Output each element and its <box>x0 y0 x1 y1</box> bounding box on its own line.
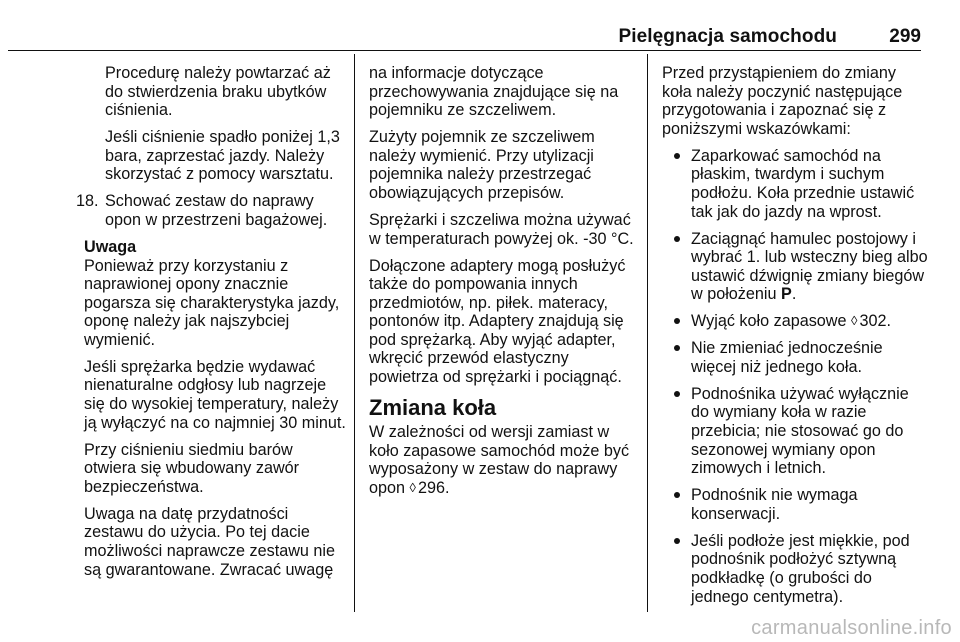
intro-paragraph: Przed przystąpieniem do zmiany koła należy poczynić następujące przygotowania i zapoznać się z poniższymi wskazówkami: <box>662 64 903 138</box>
paragraph: W zależności od wersji zamiast w koło zapasowe samochód może być wyposażony w zestaw do naprawy opon ◊ 296. <box>369 423 630 497</box>
page-ref-icon: ◊ <box>851 313 858 329</box>
list-item: Wyjąć koło zapasowe ◊ 302. <box>662 312 928 331</box>
list-item: Zaciągnąć hamulec postojowy i wybrać 1. lub wsteczny bieg albo ustawić dźwignię zmiany biegów w położeniu P. <box>662 230 928 304</box>
paragraph: Uwaga na datę przydatności zestawu do użycia. Po tej dacie możliwości naprawcze zestawu nie są gwarantowane. Zwracać uwagę <box>84 504 336 579</box>
paragraph: na informacje dotyczące przechowywania znajdujące się na pojemniku ze szczeliwem. <box>369 64 619 120</box>
bullet-icon <box>674 236 680 242</box>
column-1 <box>76 64 346 588</box>
note-label: Uwaga <box>84 237 137 256</box>
list-item-text: Podnośnika używać wyłącznie do wymiany koła w razie przebicia; nie stosować go do sezonowej wymiany opon zimowych i letnich. <box>691 384 909 478</box>
page-ref-link[interactable]: 302 <box>859 312 887 331</box>
list-item-text: Wyjąć koło zapasowe <box>691 312 847 331</box>
header-title: Pielęgnacja samochodu <box>618 26 837 47</box>
paragraph: Przy ciśnieniu siedmiu barów otwiera się wbudowany zawór bezpieczeństwa. <box>84 440 300 496</box>
list-item <box>662 147 928 221</box>
header-rule <box>8 50 921 51</box>
watermark: carmanualsonline.info <box>751 617 952 639</box>
section-title: Zmiana koła <box>369 395 497 421</box>
paragraph: Procedurę należy powtarzać aż do stwierdzenia braku ubytków ciśnienia. <box>105 64 331 120</box>
gear-position: P <box>781 285 792 304</box>
paragraph: Jeśli sprężarka będzie wydawać nienaturalne odgłosy lub nagrzeje się do wysokiej temperatury, należy ją wyłączyć na co najmniej 30 minut. <box>84 357 346 432</box>
step-18 <box>76 192 346 229</box>
paragraph: Jeśli ciśnienie spadło poniżej 1,3 bara, zaprzestać jazdy. Należy skorzystać z pomocy warsztatu. <box>105 128 340 184</box>
list-item-text: Jeśli podłoże jest miękkie, pod podnośnik podłożyć sztywną podkładkę (o grubości do jednego centymetra). <box>691 531 910 606</box>
list-item <box>662 532 928 606</box>
list-item <box>662 486 928 523</box>
paragraph: Zużyty pojemnik ze szczeliwem należy wymienić. Przy utylizacji pojemnika należy przestrzegać obowiązujących przepisów. <box>369 128 595 202</box>
bullet-icon <box>674 538 680 544</box>
column-divider-1 <box>354 54 355 612</box>
bullet-icon <box>674 345 680 351</box>
bullet-icon <box>674 391 680 397</box>
list-item <box>662 339 928 376</box>
column-divider-2 <box>647 54 648 612</box>
list-item-text: Podnośnik nie wymaga konserwacji. <box>691 486 858 523</box>
page-header <box>0 26 921 52</box>
column-3 <box>662 64 928 615</box>
paragraph-text: W zależności od wersji zamiast w koło zapasowe samochód może być wyposażony w zestaw do naprawy opon <box>369 423 630 497</box>
paragraph: Sprężarki i szczeliwa można używać w temperaturach powyżej ok. -30 °C. <box>369 210 634 248</box>
list-item-text: Nie zmieniać jednocześnie więcej niż jednego koła. <box>691 339 883 376</box>
step-number: 18. <box>76 192 99 211</box>
page-number: 299 <box>889 26 921 47</box>
note-text: Ponieważ przy korzystaniu z naprawionej opony znacznie pogarsza się charakterystyka jazdy, oponę należy jak najszybciej wymienić. <box>84 256 340 349</box>
bullet-icon <box>674 318 680 324</box>
list-item-text: Zaparkować samochód na płaskim, twardym i suchym podłożu. Koła przednie ustawić tak jak do jazdy na wprost. <box>691 146 915 221</box>
page-ref-icon: ◊ <box>409 479 416 495</box>
column-2 <box>369 64 639 506</box>
page-ref-link[interactable]: 296 <box>417 478 445 497</box>
list-item <box>662 385 928 478</box>
bullet-list <box>662 147 928 606</box>
step-text: Schować zestaw do naprawy opon w przestrzeni bagażowej. <box>105 192 328 229</box>
bullet-icon <box>674 153 680 159</box>
list-item-text: Zaciągnąć hamulec postojowy i wybrać 1. lub wsteczny bieg albo ustawić dźwignię zmiany biegów w położeniu <box>691 229 928 304</box>
paragraph: Dołączone adaptery mogą posłużyć także do pompowania innych przedmiotów, np. piłek. materacy, pontonów itp. Adaptery znajdują się pod sprężarką. Aby wyjąć adapter, wkręcić przewód elastyczny powietrza od sprężarki i pociągnąć. <box>369 256 626 387</box>
bullet-icon <box>674 492 680 498</box>
